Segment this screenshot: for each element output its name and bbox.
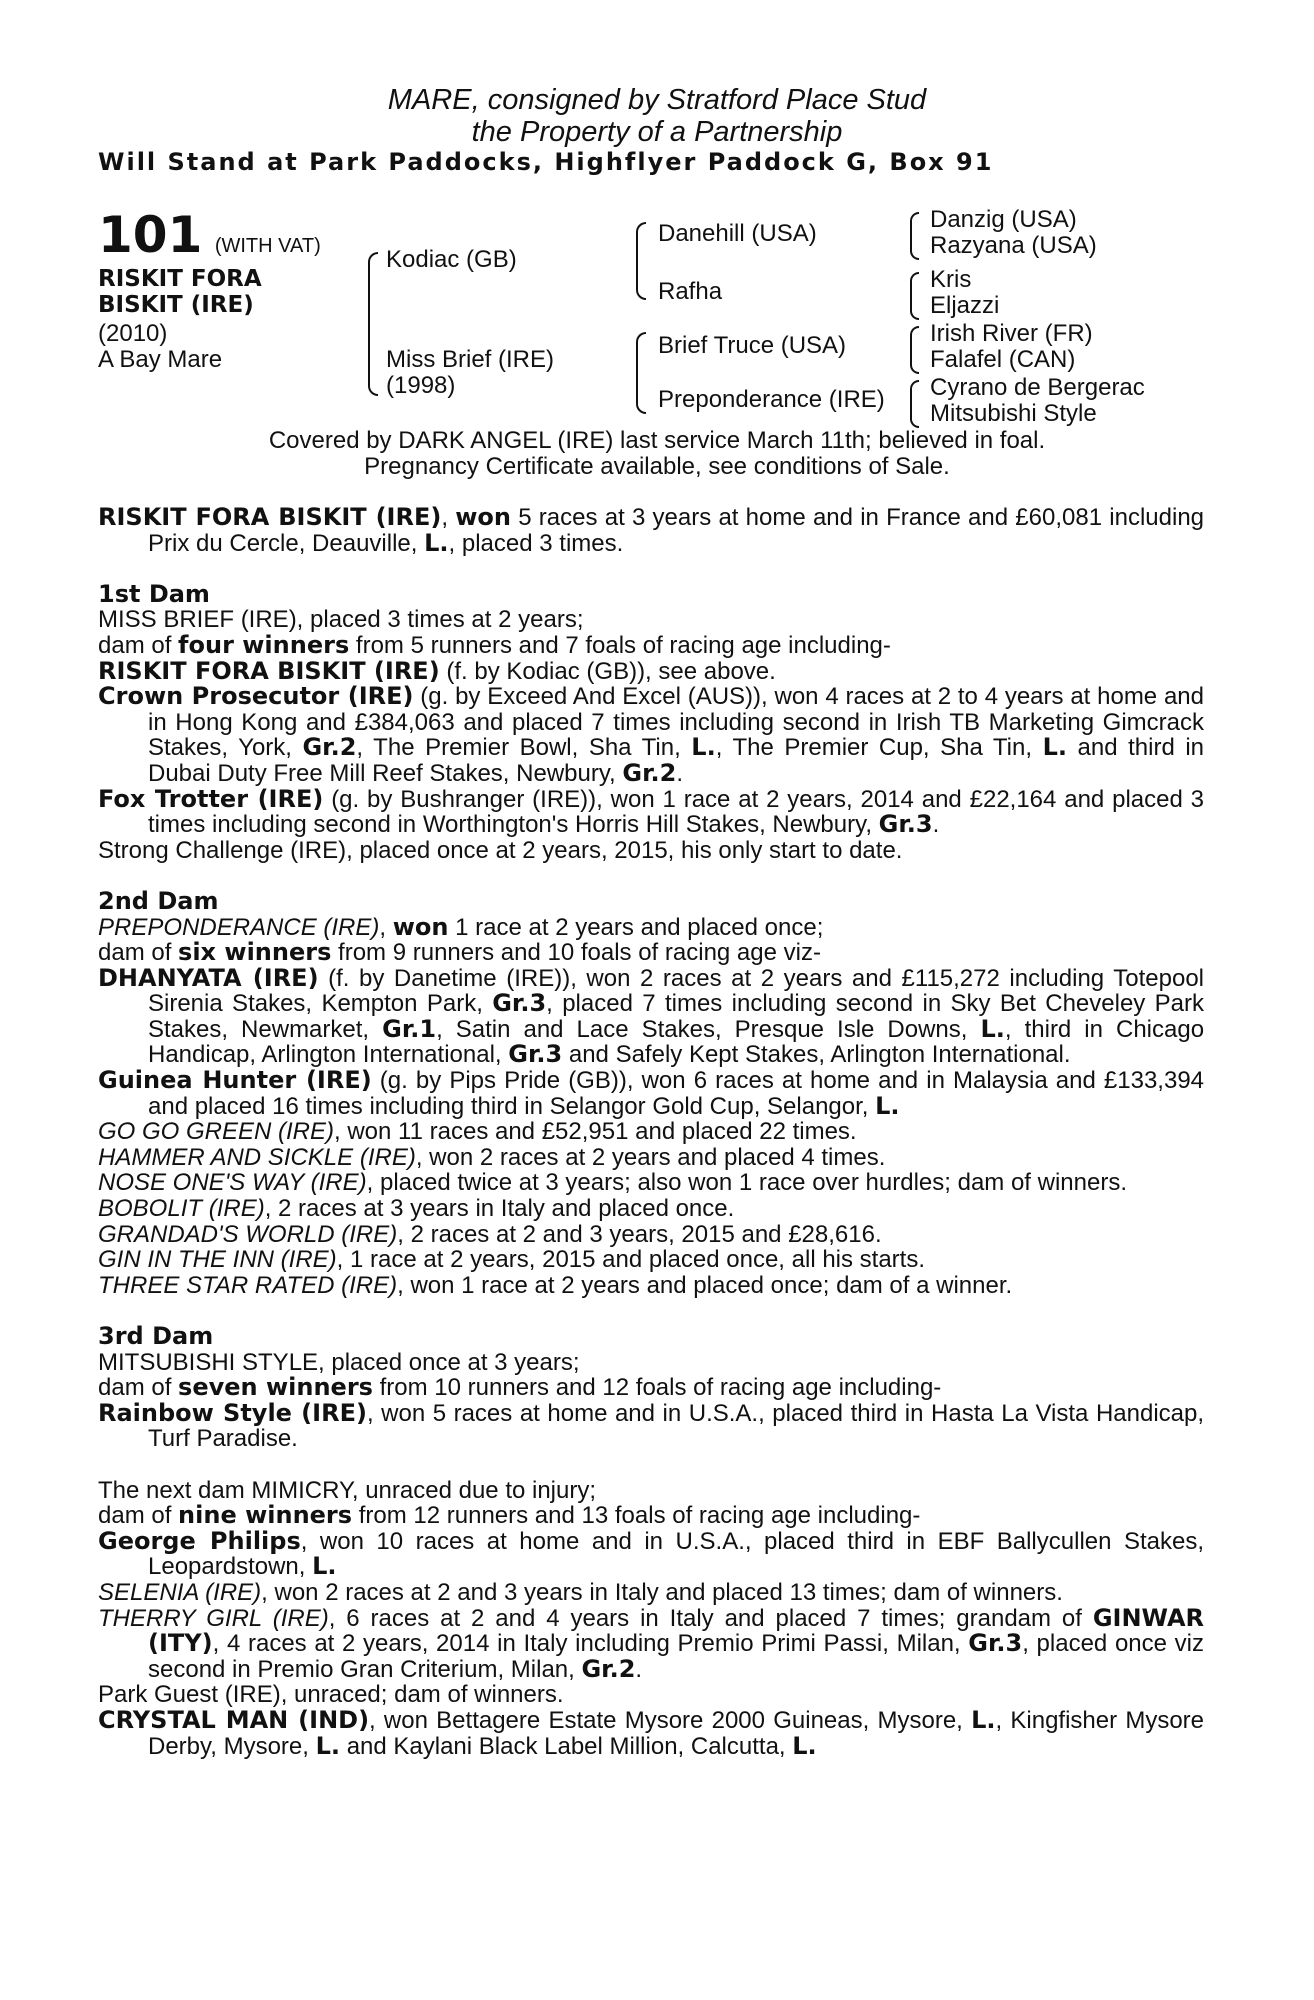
stand-location: Will Stand at Park Paddocks, Highflyer Paddock G, Box 91 xyxy=(98,148,994,176)
third-dam-winners-count: seven winners xyxy=(178,1373,373,1402)
offspring-text: , placed twice at 3 years; also won 1 race over hurdles; dam of winners. xyxy=(366,1169,1128,1197)
offspring-name: GO GO GREEN (IRE) xyxy=(98,1118,335,1146)
brace-dam-parents xyxy=(636,332,646,414)
next-dam-offspring-1 xyxy=(98,1526,1204,1581)
intro-horse-name: RISKIT FORA BISKIT (IRE) xyxy=(98,503,442,531)
offspring-text: and third in Dubai Duty Free Mill Reef Stakes, Newbury, xyxy=(148,734,1204,787)
pedigree-sds: Kris xyxy=(930,266,972,293)
grandoffspring-text: , won Bettagere Estate Mysore 2000 Guineas, Mysore, xyxy=(369,1706,963,1734)
offspring-text: , The Premier Cup, Sha Tin, xyxy=(715,734,1033,762)
second-dam-name: PREPONDERANCE (IRE) xyxy=(98,913,380,941)
grade-label: Gr.3 xyxy=(968,1629,1023,1658)
great-grandoffspring-name: GINWAR (ITY) xyxy=(148,1603,1205,1658)
first-dam-heading: 1st Dam xyxy=(98,579,210,608)
grandoffspring-text: , 2 races at 2 and 3 years, 2015 and £28,616. xyxy=(397,1220,882,1248)
intro-text-end: placed 3 times. xyxy=(461,529,624,557)
listed-label: L. xyxy=(980,1014,1005,1043)
offspring-text: , The Premier Bowl, Sha Tin, xyxy=(356,734,681,762)
offspring-name: THREE STAR RATED (IRE) xyxy=(98,1271,398,1299)
third-dam-heading: 3rd Dam xyxy=(98,1322,214,1350)
brace-sire-dam xyxy=(368,252,378,396)
offspring-text: , won 2 races at 2 years and placed 4 times. xyxy=(415,1143,886,1171)
next-dam-line: The next dam MIMICRY, unraced due to injury; xyxy=(98,1476,597,1504)
offspring-name: HAMMER AND SICKLE (IRE) xyxy=(98,1143,416,1171)
great-grandoffspring-text: , placed once viz second in Premio Gran Criterium, Milan, xyxy=(148,1630,1204,1683)
lot-number: 101 xyxy=(98,206,203,264)
offspring-text: , third in Chicago Handicap, Arlington International, xyxy=(148,1015,1205,1069)
offspring-text: , won 2 races at 2 and 3 years in Italy and placed 13 times; dam of winners. xyxy=(261,1578,1063,1606)
foaled-year: (2010) xyxy=(98,320,168,347)
second-dam-offspring-3 xyxy=(98,1119,1204,1145)
second-dam-text: 1 race at 2 years and placed once; xyxy=(455,913,824,941)
offspring-name: DHANYATA (IRE) xyxy=(98,963,319,992)
grade-label: Gr.2 xyxy=(622,758,677,787)
listed-label: L. xyxy=(312,1552,337,1581)
third-dam-offspring-1 xyxy=(98,1398,1205,1453)
horse-description: A Bay Mare xyxy=(98,346,223,373)
offspring-text: , won 1 race at 2 years and placed once; dam of a winner. xyxy=(397,1271,1013,1299)
second-dam-offspring-1 xyxy=(98,963,1205,1069)
first-dam-runners: from 5 runners and 7 foals of racing age including- xyxy=(355,631,891,659)
grandoffspring-text: , 6 races at 2 and 4 years in Italy and placed 7 times; grandam of xyxy=(328,1604,1082,1632)
great-grandoffspring-text: , 4 races at 2 years, 2014 in Italy including Premio Primi Passi, Milan, xyxy=(212,1630,961,1658)
offspring-name: Guinea Hunter (IRE) xyxy=(98,1066,372,1095)
pregnancy-certificate-line: Pregnancy Certificate available, see conditions of Sale. xyxy=(364,453,950,480)
first-dam-dam-of: dam of xyxy=(98,631,172,659)
offspring-text: , placed 7 times including second in Sky Bet Cheveley Park Stakes, Newmarket, xyxy=(148,990,1204,1043)
second-dam-grandoffspring-2 xyxy=(98,1222,1204,1248)
next-dam-dam-of: dam of xyxy=(98,1502,172,1530)
listed-label: L. xyxy=(971,1705,996,1734)
second-dam-dam-of: dam of xyxy=(98,939,172,967)
second-dam-offspring-4 xyxy=(98,1145,1204,1171)
intro-text: 5 races at 3 years at home and in France and £60,081 including Prix du Cercle, Deauville, xyxy=(148,504,1205,557)
offspring-text: (g. by Exceed And Excel (AUS)), won 4 races at 2 to 4 years at home and in Hong Kong and £384,063 and placed 7 times including second in Irish TB Marketing Gimcrack Stakes, York, xyxy=(148,683,1204,762)
offspring-name: Fox Trotter (IRE) xyxy=(98,784,324,813)
pedigree-dds: Cyrano de Bergerac xyxy=(930,374,1145,401)
first-dam-produce-summary xyxy=(98,630,1204,659)
horse-name-line1: RISKIT FORA xyxy=(98,266,262,292)
first-dam-offspring-2: Crown Prosecutor (IRE) (g. by Exceed And Excel (AUS)), won 4 races at 2 to 4 years at home and in Hong Kong and £384,063 and placed 7 times including second in Irish TB Marketing Gimcrack Stakes, York, Gr.2, The Premier Bowl, Sha Tin, L., The Premier Cup, Sha Tin, L. and third in Dubai Duty Free Mill Reef Stakes, Newbury, Gr.2. xyxy=(98,682,1204,787)
offspring-name: Crown Prosecutor (IRE) xyxy=(98,682,414,711)
second-dam-offspring-5 xyxy=(98,1170,1204,1196)
listed-label: L. xyxy=(875,1091,900,1120)
listed-label: L. xyxy=(315,1731,341,1760)
grandoffspring-text: and Kaylani Black Label Million, Calcutta, xyxy=(346,1732,786,1760)
pedigree-sire-dam: Rafha xyxy=(658,278,723,305)
vat-label: (WITH VAT) xyxy=(214,235,321,257)
next-dam-winners-count: nine winners xyxy=(178,1501,353,1530)
listed-label: L. xyxy=(1042,733,1067,762)
pedigree-sdd: Eljazzi xyxy=(930,292,1000,319)
next-dam-grandoffspring-1: THERRY GIRL (IRE), 6 races at 2 and 4 years in Italy and placed 7 times; grandam of GINWAR (ITY), 4 races at 2 years, 2014 in Italy including Premio Primi Passi, Milan, Gr.3, placed once viz second in Premio Gran Criterium, Milan, Gr.2. xyxy=(98,1603,1205,1683)
listed-label: L. xyxy=(691,733,716,762)
offspring-text: (g. by Pips Pride (GB)), won 6 races at home and in Malaysia and £133,394 and placed 16 times including third in Selangor Gold Cup, Selangor, xyxy=(148,1067,1205,1120)
brace-danehill xyxy=(910,212,919,260)
offspring-text: (f. by Kodiac (GB)), see above. xyxy=(446,657,776,685)
pedigree-dam: Miss Brief (IRE) xyxy=(386,346,554,373)
pedigree-ddd: Mitsubishi Style xyxy=(930,400,1097,427)
grandoffspring-text: , Kingfisher Mysore Derby, Mysore, xyxy=(148,1706,1205,1760)
pedigree-sss: Danzig (USA) xyxy=(930,206,1077,233)
second-dam-offspring-2 xyxy=(98,1068,1204,1119)
next-dam-offspring-3: Park Guest (IRE), unraced; dam of winners. xyxy=(98,1681,564,1709)
grandoffspring-name: THERRY GIRL (IRE) xyxy=(98,1604,329,1632)
offspring-name: George Philips xyxy=(98,1526,301,1555)
grade-label: Gr.1 xyxy=(382,1014,437,1043)
grandoffspring-text: , 2 races at 3 years in Italy and placed once. xyxy=(264,1195,735,1223)
pedigree-dam-year: (1998) xyxy=(386,372,456,399)
pedigree-sire: Kodiac (GB) xyxy=(386,246,517,273)
first-dam-offspring-3: Fox Trotter (IRE) (g. by Bushranger (IRE)), won 1 race at 2 years, 2014 and £22,164 and placed 3 times including second in Worthington's Horris Hill Stakes, Newbury, Gr.3. xyxy=(98,784,1205,839)
offspring-text: , won 10 races at home and in U.S.A., placed third in EBF Ballycullen Stakes, Leopardstown, xyxy=(148,1527,1204,1581)
offspring-name: RISKIT FORA BISKIT (IRE) xyxy=(98,656,440,685)
first-dam-offspring-1 xyxy=(98,656,1204,685)
offspring-text: , Satin and Lace Stakes, Presque Isle Downs, xyxy=(436,1015,968,1043)
second-dam-winners-count: six winners xyxy=(178,938,332,967)
offspring-name: SELENIA (IRE) xyxy=(98,1578,262,1606)
intro-won: won xyxy=(455,503,511,531)
first-dam-offspring-4: Strong Challenge (IRE), placed once at 2 years, 2015, his only start to date. xyxy=(98,836,903,864)
offspring-text: and Safely Kept Stakes, Arlington International. xyxy=(568,1041,1071,1069)
offspring-text: , won 5 races at home and in U.S.A., placed third in Hasta La Vista Handicap, Turf Paradise. xyxy=(148,1399,1205,1453)
pedigree-sire-sire: Danehill (USA) xyxy=(658,220,817,247)
catalogue-text xyxy=(98,505,1204,1759)
offspring-name: NOSE ONE'S WAY (IRE) xyxy=(98,1169,367,1197)
intro-paragraph: RISKIT FORA BISKIT (IRE), won 5 races at 3 years at home and in France and £60,081 including Prix du Cercle, Deauville, L., placed 3 times. xyxy=(98,503,1205,557)
horse-name-line2: BISKIT (IRE) xyxy=(98,292,254,318)
pedigree-dam-dam: Preponderance (IRE) xyxy=(658,386,885,413)
lot-header xyxy=(98,206,321,264)
second-dam-line: PREPONDERANCE (IRE), won 1 race at 2 years and placed once; xyxy=(98,912,824,941)
grandoffspring-text: , 1 race at 2 years, 2015 and placed once, all his starts. xyxy=(336,1246,926,1274)
next-dam-runners: from 12 runners and 13 foals of racing age including- xyxy=(358,1502,921,1530)
offspring-text: (f. by Danetime (IRE)), won 2 races at 2 years and £115,272 including Totepool Sirenia Stakes, Kempton Park, xyxy=(148,964,1205,1018)
consignor-line: MARE, consigned by Stratford Place Stud xyxy=(387,84,927,116)
grade-label: Gr.3 xyxy=(492,989,547,1018)
grandoffspring-name: CRYSTAL MAN (IND) xyxy=(98,1705,370,1734)
grade-label: Gr.3 xyxy=(878,810,933,839)
offspring-text: (g. by Bushranger (IRE)), won 1 race at 2 years, 2014 and £22,164 and placed 3 times including second in Worthington's Horris Hill Stakes, Newbury, xyxy=(148,785,1205,839)
next-dam-grandoffspring-2 xyxy=(98,1705,1205,1760)
grandoffspring-name: BOBOLIT (IRE) xyxy=(98,1195,265,1223)
second-dam-grandoffspring-1 xyxy=(98,1196,1204,1222)
second-dam-grandoffspring-3 xyxy=(98,1247,1204,1273)
third-dam-runners: from 10 runners and 12 foals of racing age including- xyxy=(379,1374,942,1402)
offspring-name: Rainbow Style (IRE) xyxy=(98,1398,367,1427)
pedigree-dss: Irish River (FR) xyxy=(930,320,1093,347)
second-dam-heading: 2nd Dam xyxy=(98,886,219,915)
intro-listed: L. xyxy=(424,528,449,557)
first-dam-winners-count: four winners xyxy=(178,630,350,659)
first-dam-line: MISS BRIEF (IRE), placed 3 times at 2 years; xyxy=(98,606,584,634)
grade-label: Gr.2 xyxy=(581,1654,636,1683)
grandoffspring-name: GIN IN THE INN (IRE) xyxy=(98,1246,337,1274)
next-dam-offspring-2 xyxy=(98,1580,1204,1606)
pedigree-ssd: Razyana (USA) xyxy=(930,232,1097,259)
brace-rafha xyxy=(910,272,919,320)
offspring-text: , won 11 races and £52,951 and placed 22 times. xyxy=(334,1118,857,1146)
brace-preponderance xyxy=(910,380,919,428)
property-line: the Property of a Partnership xyxy=(471,116,843,148)
grade-label: Gr.3 xyxy=(508,1040,563,1069)
brace-brief-truce xyxy=(910,326,919,374)
next-dam-produce-summary xyxy=(98,1503,1204,1529)
second-dam-won: won xyxy=(392,912,449,941)
grade-label: Gr.2 xyxy=(302,733,357,762)
third-dam-dam-of: dam of xyxy=(98,1374,172,1402)
listed-label: L. xyxy=(792,1731,817,1760)
pedigree-dsd: Falafel (CAN) xyxy=(930,346,1076,373)
pedigree-dam-sire: Brief Truce (USA) xyxy=(658,332,847,359)
second-dam-produce-summary xyxy=(98,940,1204,966)
third-dam-line: MITSUBISHI STYLE, placed once at 3 years; xyxy=(98,1348,580,1376)
brace-sire-parents xyxy=(636,222,646,300)
third-dam-produce-summary xyxy=(98,1375,1204,1401)
grandoffspring-name: GRANDAD'S WORLD (IRE) xyxy=(98,1220,398,1248)
covered-by-line: Covered by DARK ANGEL (IRE) last service March 11th; believed in foal. xyxy=(268,427,1046,454)
second-dam-runners: from 9 runners and 10 foals of racing age viz- xyxy=(338,939,821,967)
second-dam-offspring-6 xyxy=(98,1273,1204,1299)
